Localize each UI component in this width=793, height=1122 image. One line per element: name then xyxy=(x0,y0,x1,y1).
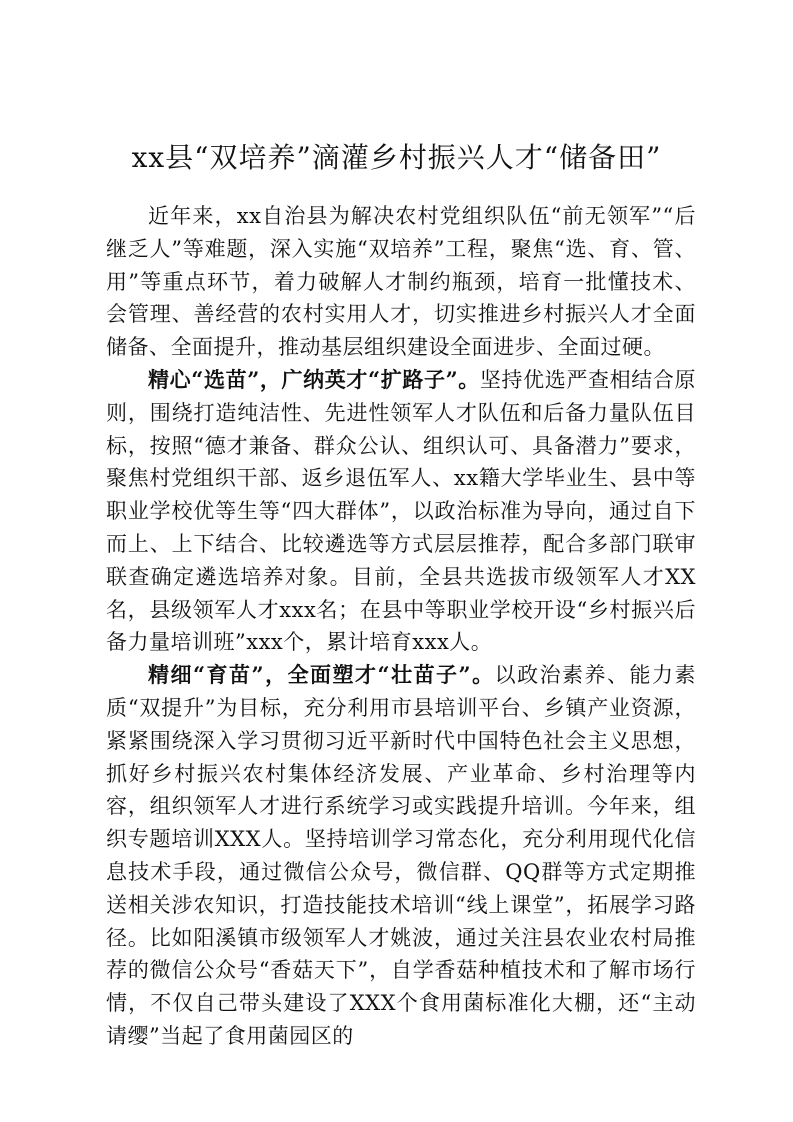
paragraph-text: 坚持优选严查相结合原则，围绕打造纯洁性、先进性领军人才队伍和后备力量队伍目标，按照“德才兼备、群众公认、组织认可、具备潜力”要求，聚焦村党组织干部、返乡退伍军人、xx籍大学毕业生、县中等职业学校优等生等“四大群体”，以政治标准为导向，通过自下而上、上下结合、比较遴选等方式层层推荐，配合多部门联审联查确定遴选培养对象。目前，全县共选拔市级领军人才XX名，县级领军人才xxx名；在县中等职业学校开设“乡村振兴后备力量培训班”xxx个，累计培育xxx人。 xyxy=(106,367,696,655)
paragraph-text: 以政治素养、能力素质“双提升”为目标，充分利用市县培训平台、乡镇产业资源，紧紧围绕深入学习贯彻习近平新时代中国特色社会主义思想，抓好乡村振兴农村集体经济发展、产业革命、乡村治理等内容，组织领军人才进行系统学习或实践提升培训。今年来，组织专题培训XXX人。坚持培训学习常态化，充分利用现代化信息技术手段，通过微信公众号，微信群、QQ群等方式定期推送相关涉农知识，打造技能技术培训“线上课堂”，拓展学习路径。比如阳溪镇市级领军人才姚波，通过关注县农业农村局推荐的微信公众号“香菇天下”，自学香菇种植技术和了解市场行情，不仅自己带头建设了XXX个食用菌标准化大棚，还“主动请缨”当起了食用菌园区的 xyxy=(106,663,696,1048)
paragraph-text: 近年来，xx自治县为解决农村党组织队伍“前无领军”“后继乏人”等难题，深入实施“双培养”工程，聚焦“选、育、管、用”等重点环节，着力破解人才制约瓶颈，培育一批懂技术、会管理、善经营的农村实用人才，切实推进乡村振兴人才全面储备、全面提升，推动基层组织建设全面进步、全面过硬。 xyxy=(106,204,696,360)
document-title: xx县“双培养”滴灌乡村振兴人才“储备田” xyxy=(131,141,662,174)
paragraph-nurture-seedlings xyxy=(106,659,696,1053)
paragraph-lead: 精心“选苗”，广纳英才“扩路子”。 xyxy=(148,366,480,392)
paragraph-intro xyxy=(106,200,696,364)
document-body xyxy=(106,200,696,1053)
paragraph-select-seedlings xyxy=(106,364,696,659)
paragraph-lead: 精细“育苗”，全面塑才“壮苗子”。 xyxy=(148,662,495,688)
